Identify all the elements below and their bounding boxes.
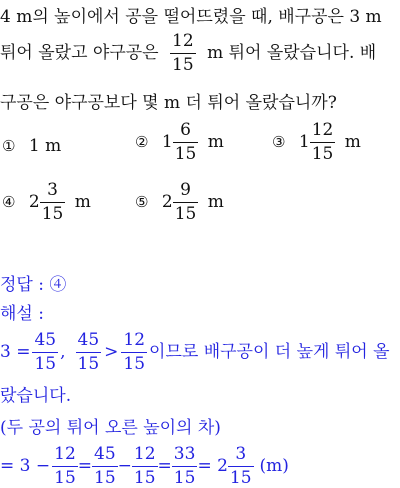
fraction-numerator: 12 [121, 332, 147, 353]
option-marker: ⑤ [135, 193, 149, 211]
option-marker: ③ [272, 133, 286, 151]
option-fraction [173, 182, 199, 223]
step1-fraction-1 [32, 332, 58, 373]
fraction-denominator: 15 [77, 354, 100, 374]
question-line-3: 구공은 야구공보다 몇 m 더 튀어 올랐습니까? [0, 93, 337, 113]
fraction-denominator: 15 [41, 204, 64, 224]
fraction-numerator: 45 [92, 446, 118, 467]
option-fraction [310, 122, 336, 163]
fraction-numerator: 6 [173, 122, 199, 143]
option-unit: m [74, 192, 91, 212]
step1-lhs: 3 = [0, 342, 31, 362]
step1-fraction-2 [76, 332, 102, 373]
calc-equals-3: = 2 [197, 456, 228, 476]
fraction-numerator: 45 [32, 332, 58, 353]
explanation-note: (두 공의 튀어 오른 높이의 차) [0, 418, 221, 438]
question-fraction [170, 33, 196, 74]
option-unit: m [207, 192, 224, 212]
option-unit: m [207, 132, 224, 152]
calc-minus: − [117, 456, 132, 476]
fraction-denominator: 15 [174, 144, 197, 164]
calc-fraction-1 [52, 446, 78, 487]
question-line-1: 4 m의 높이에서 공을 떨어뜨렸을 때, 배구공은 3 m [0, 7, 382, 27]
step1-greater-than: > [104, 342, 119, 362]
question-line-2-pre: 튀어 올랐고 야구공은 [0, 43, 159, 63]
fraction-denominator: 15 [172, 55, 194, 75]
calc-equals-1: = [77, 456, 93, 476]
fraction-numerator: 3 [228, 446, 254, 467]
fraction-denominator: 15 [123, 354, 146, 374]
question-line-2 [0, 33, 376, 74]
fraction-denominator: 15 [173, 468, 196, 488]
step1-separator: , [60, 342, 66, 362]
calc-equals-2: = [157, 456, 172, 476]
option-marker: ① [2, 137, 16, 155]
fraction-denominator: 15 [34, 354, 57, 374]
fraction-numerator: 3 [40, 182, 66, 203]
fraction-denominator: 15 [133, 468, 156, 488]
fraction-numerator: 12 [170, 33, 196, 54]
option-whole: 2 [161, 192, 173, 212]
option-whole: 1 [298, 132, 310, 152]
option-5[interactable] [135, 182, 224, 223]
fraction-numerator: 12 [132, 446, 158, 467]
option-3[interactable] [272, 122, 361, 163]
calc-fraction-4 [172, 446, 198, 487]
fraction-denominator: 15 [174, 204, 197, 224]
option-fraction [173, 122, 199, 163]
fraction-denominator: 15 [54, 468, 76, 488]
option-1[interactable] [2, 136, 61, 156]
fraction-numerator: 12 [310, 122, 336, 143]
fraction-denominator: 15 [311, 144, 334, 164]
calc-fraction-3 [132, 446, 158, 487]
fraction-denominator: 15 [229, 468, 252, 488]
option-fraction [40, 182, 66, 223]
explanation-calculation [0, 446, 289, 487]
calc-unit: (m) [259, 456, 289, 476]
explanation-label: 해설 : [0, 304, 44, 324]
calc-fraction-5 [228, 446, 254, 487]
fraction-numerator: 33 [172, 446, 198, 467]
answer-label: 정답 : ④ [0, 275, 67, 295]
step1-fraction-3 [121, 332, 147, 373]
option-marker: ② [135, 133, 149, 151]
question-line-2-post: m 튀어 올랐습니다. 배 [207, 43, 377, 63]
calc-fraction-2 [92, 446, 118, 487]
option-2[interactable] [135, 122, 224, 163]
option-whole: 2 [28, 192, 40, 212]
option-marker: ④ [2, 193, 16, 211]
step1-text: 이므로 배구공이 더 높게 튀어 올 [149, 342, 390, 362]
fraction-numerator: 12 [52, 446, 78, 467]
option-value: 1 m [28, 136, 62, 156]
option-unit: m [344, 132, 361, 152]
fraction-denominator: 15 [94, 468, 116, 488]
explanation-step-1-continued: 랐습니다. [0, 386, 72, 406]
fraction-numerator: 45 [76, 332, 102, 353]
option-whole: 1 [161, 132, 173, 152]
calc-prefix: = 3 − [0, 456, 51, 476]
option-4[interactable] [2, 182, 91, 223]
explanation-step-1 [0, 332, 390, 373]
fraction-numerator: 9 [173, 182, 199, 203]
